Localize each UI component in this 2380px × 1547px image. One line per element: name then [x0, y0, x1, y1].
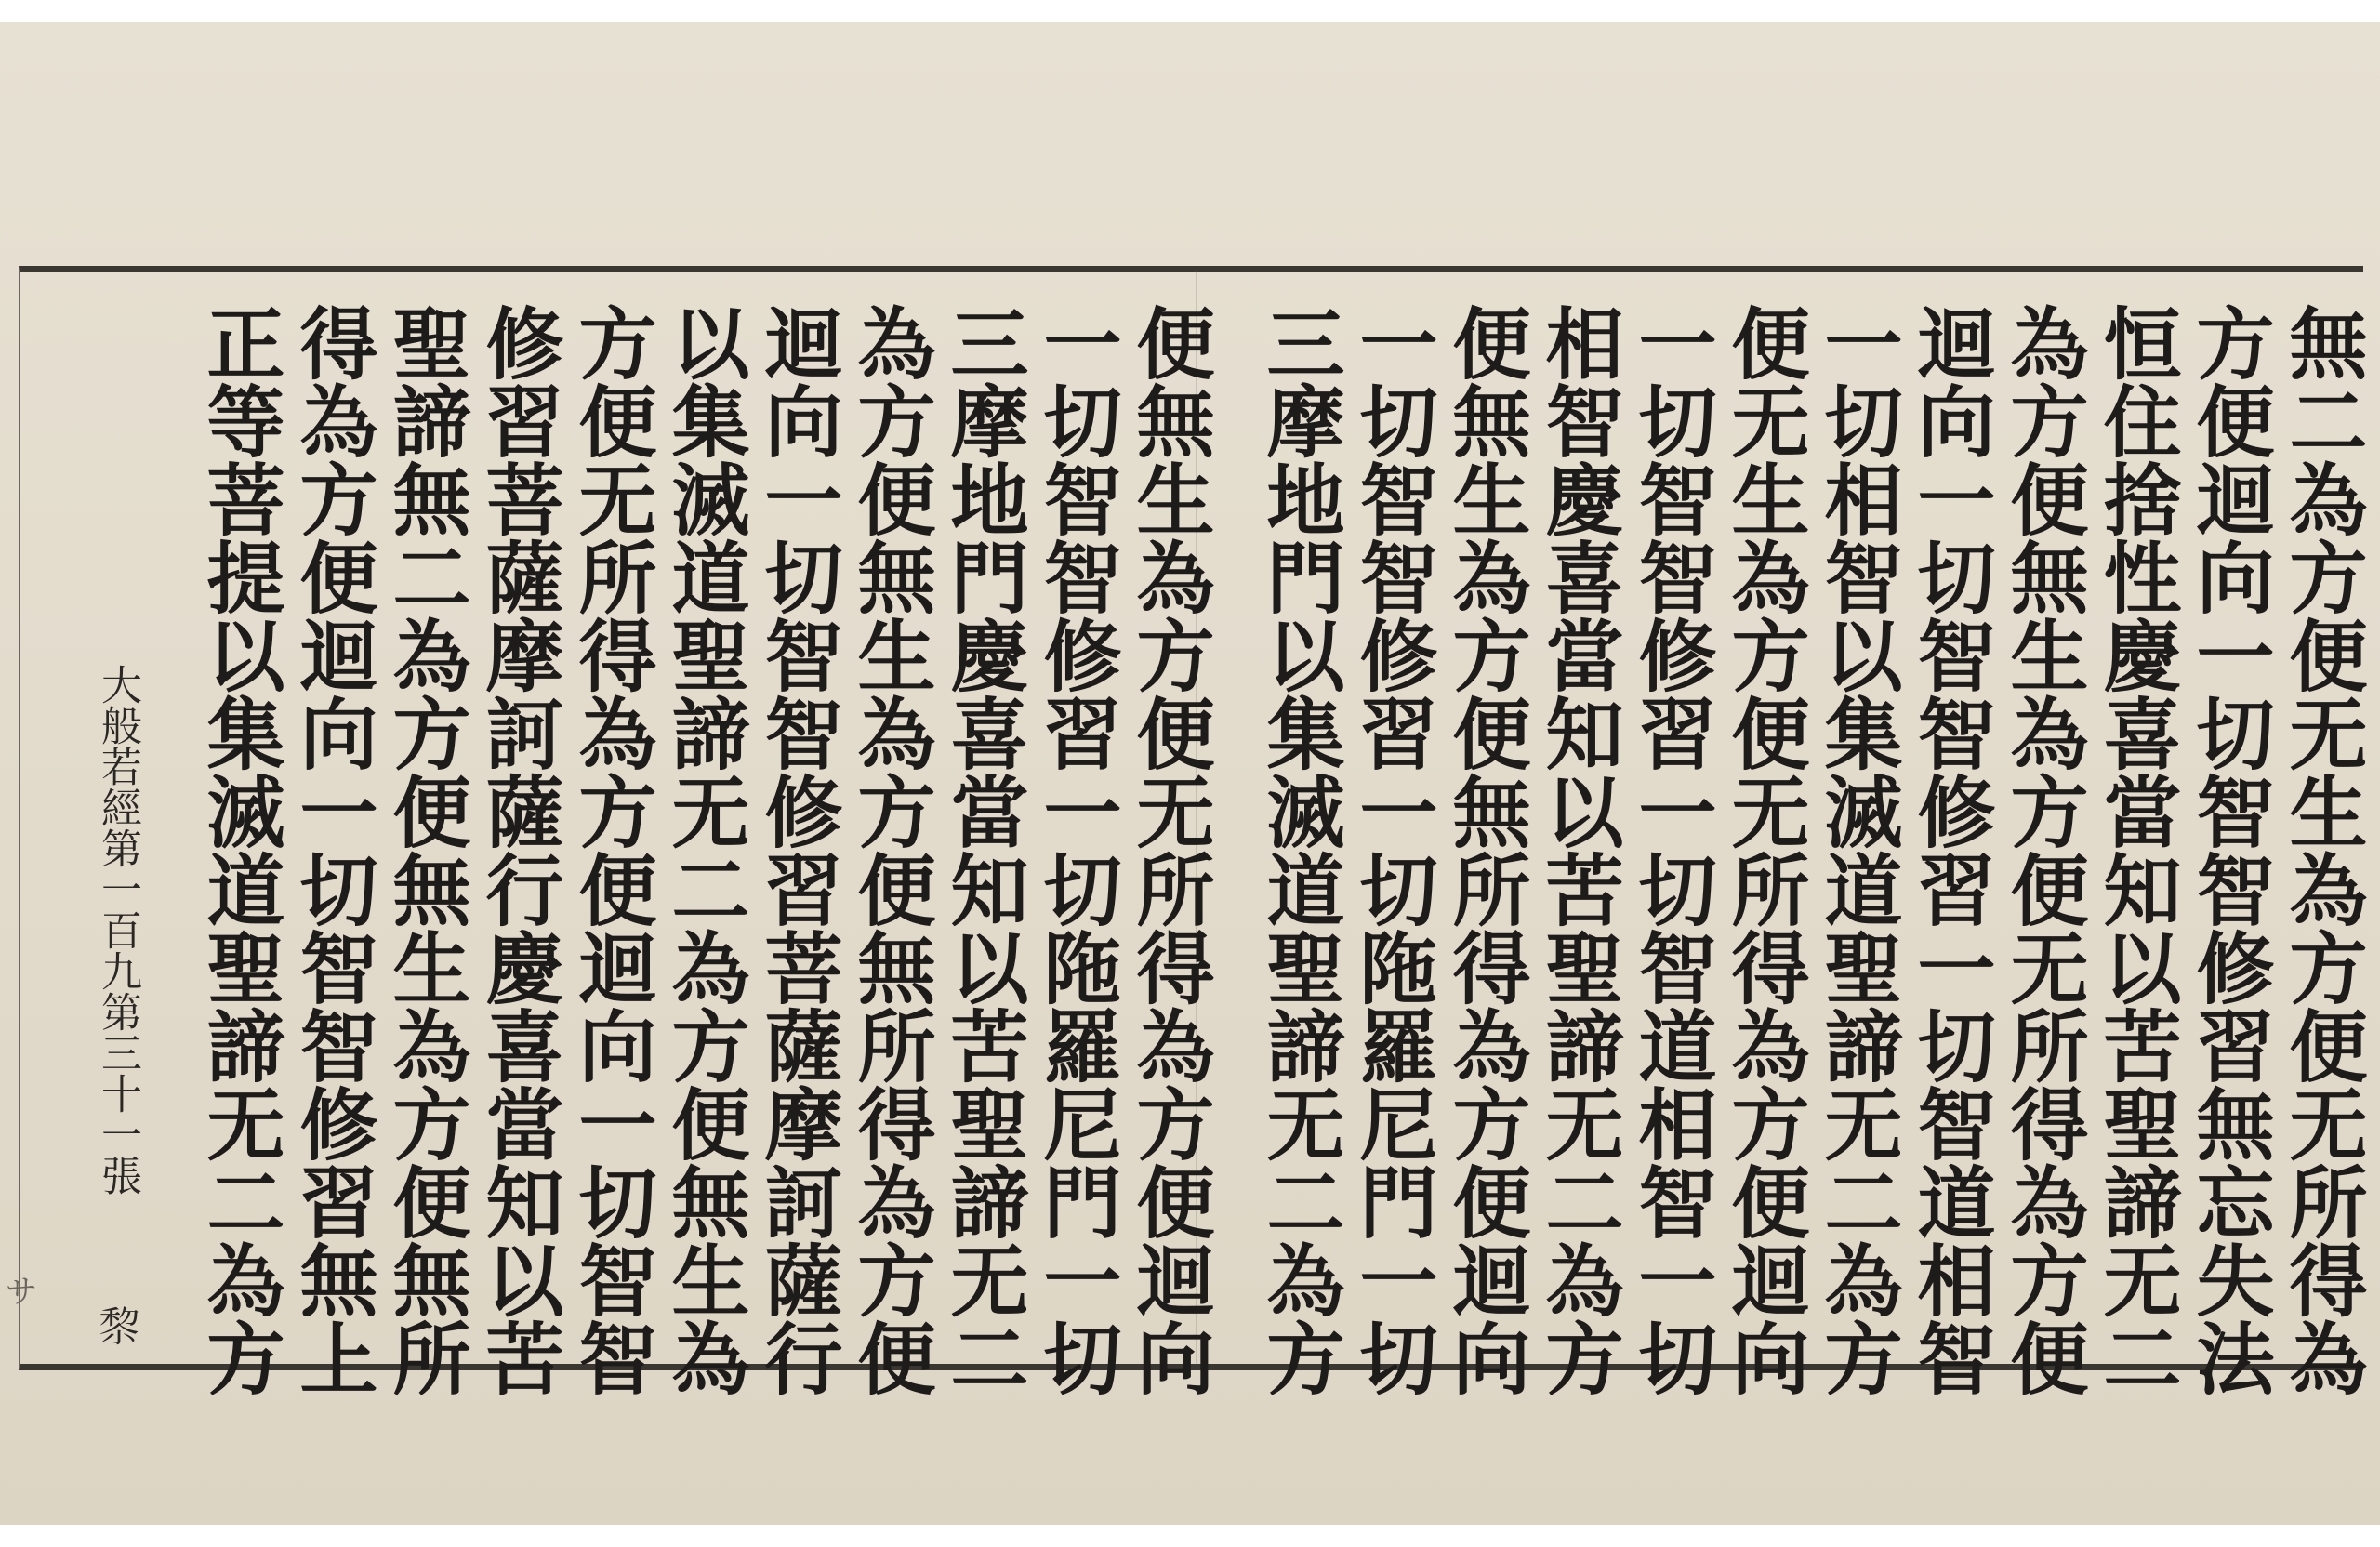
text-column-22: 得為方便迴向一切智智修習無上 [287, 303, 379, 1396]
text-column-2: 方便迴向一切智智修習無忘失法 [2184, 303, 2276, 1396]
text-column-20: 修習菩薩摩訶薩行慶喜當知以苦 [473, 303, 565, 1396]
text-column-10: 便無生為方便無所得為方便迴向 [1440, 303, 1532, 1396]
text-column-19: 方便无所得為方便迴向一切智智 [566, 303, 658, 1396]
scripture-page [0, 22, 2380, 1525]
text-column-12: 三摩地門以集滅道聖諦无二為方 [1254, 303, 1346, 1396]
text-column-8: 一切智智修習一切智道相智一切 [1626, 303, 1718, 1396]
text-column-21: 聖諦無二為方便無生為方便無所 [380, 303, 472, 1396]
carver-mark: 𥟖 [94, 1305, 141, 1346]
text-column-11: 一切智智修習一切陁羅尼門一切 [1347, 303, 1439, 1396]
text-column-4: 為方便無生為方便无所得為方便 [1998, 303, 2090, 1396]
text-column-5: 迴向一切智智修習一切智道相智 [1905, 303, 1997, 1396]
text-column-14: 一切智智修習一切陁羅尼門一切 [1031, 303, 1123, 1396]
text-column-15: 三摩地門慶喜當知以苦聖諦无二 [938, 303, 1030, 1396]
text-column-17: 迴向一切智智修習菩薩摩訶薩行 [752, 303, 844, 1396]
margin-note: サ [6, 1274, 37, 1311]
volume-footer: 大般若經第一百九第三十一張 [94, 664, 141, 1196]
text-column-1: 無二為方便无生為方便无所得為 [2277, 303, 2369, 1396]
text-column-13: 便無生為方便无所得為方便迴向 [1124, 303, 1216, 1396]
text-column-9: 相智慶喜當知以苦聖諦无二為方 [1533, 303, 1625, 1396]
text-column-6: 一切相智以集滅道聖諦无二為方 [1812, 303, 1904, 1396]
text-column-3: 恒住捨性慶喜當知以苦聖諦无二 [2091, 303, 2183, 1396]
text-column-23: 正等菩提以集滅道聖諦无二為方 [194, 303, 286, 1396]
text-column-16: 為方便無生為方便無所得為方便 [845, 303, 937, 1396]
text-column-18: 以集滅道聖諦无二為方便無生為 [659, 303, 751, 1396]
text-column-7: 便无生為方便无所得為方便迴向 [1719, 303, 1811, 1396]
